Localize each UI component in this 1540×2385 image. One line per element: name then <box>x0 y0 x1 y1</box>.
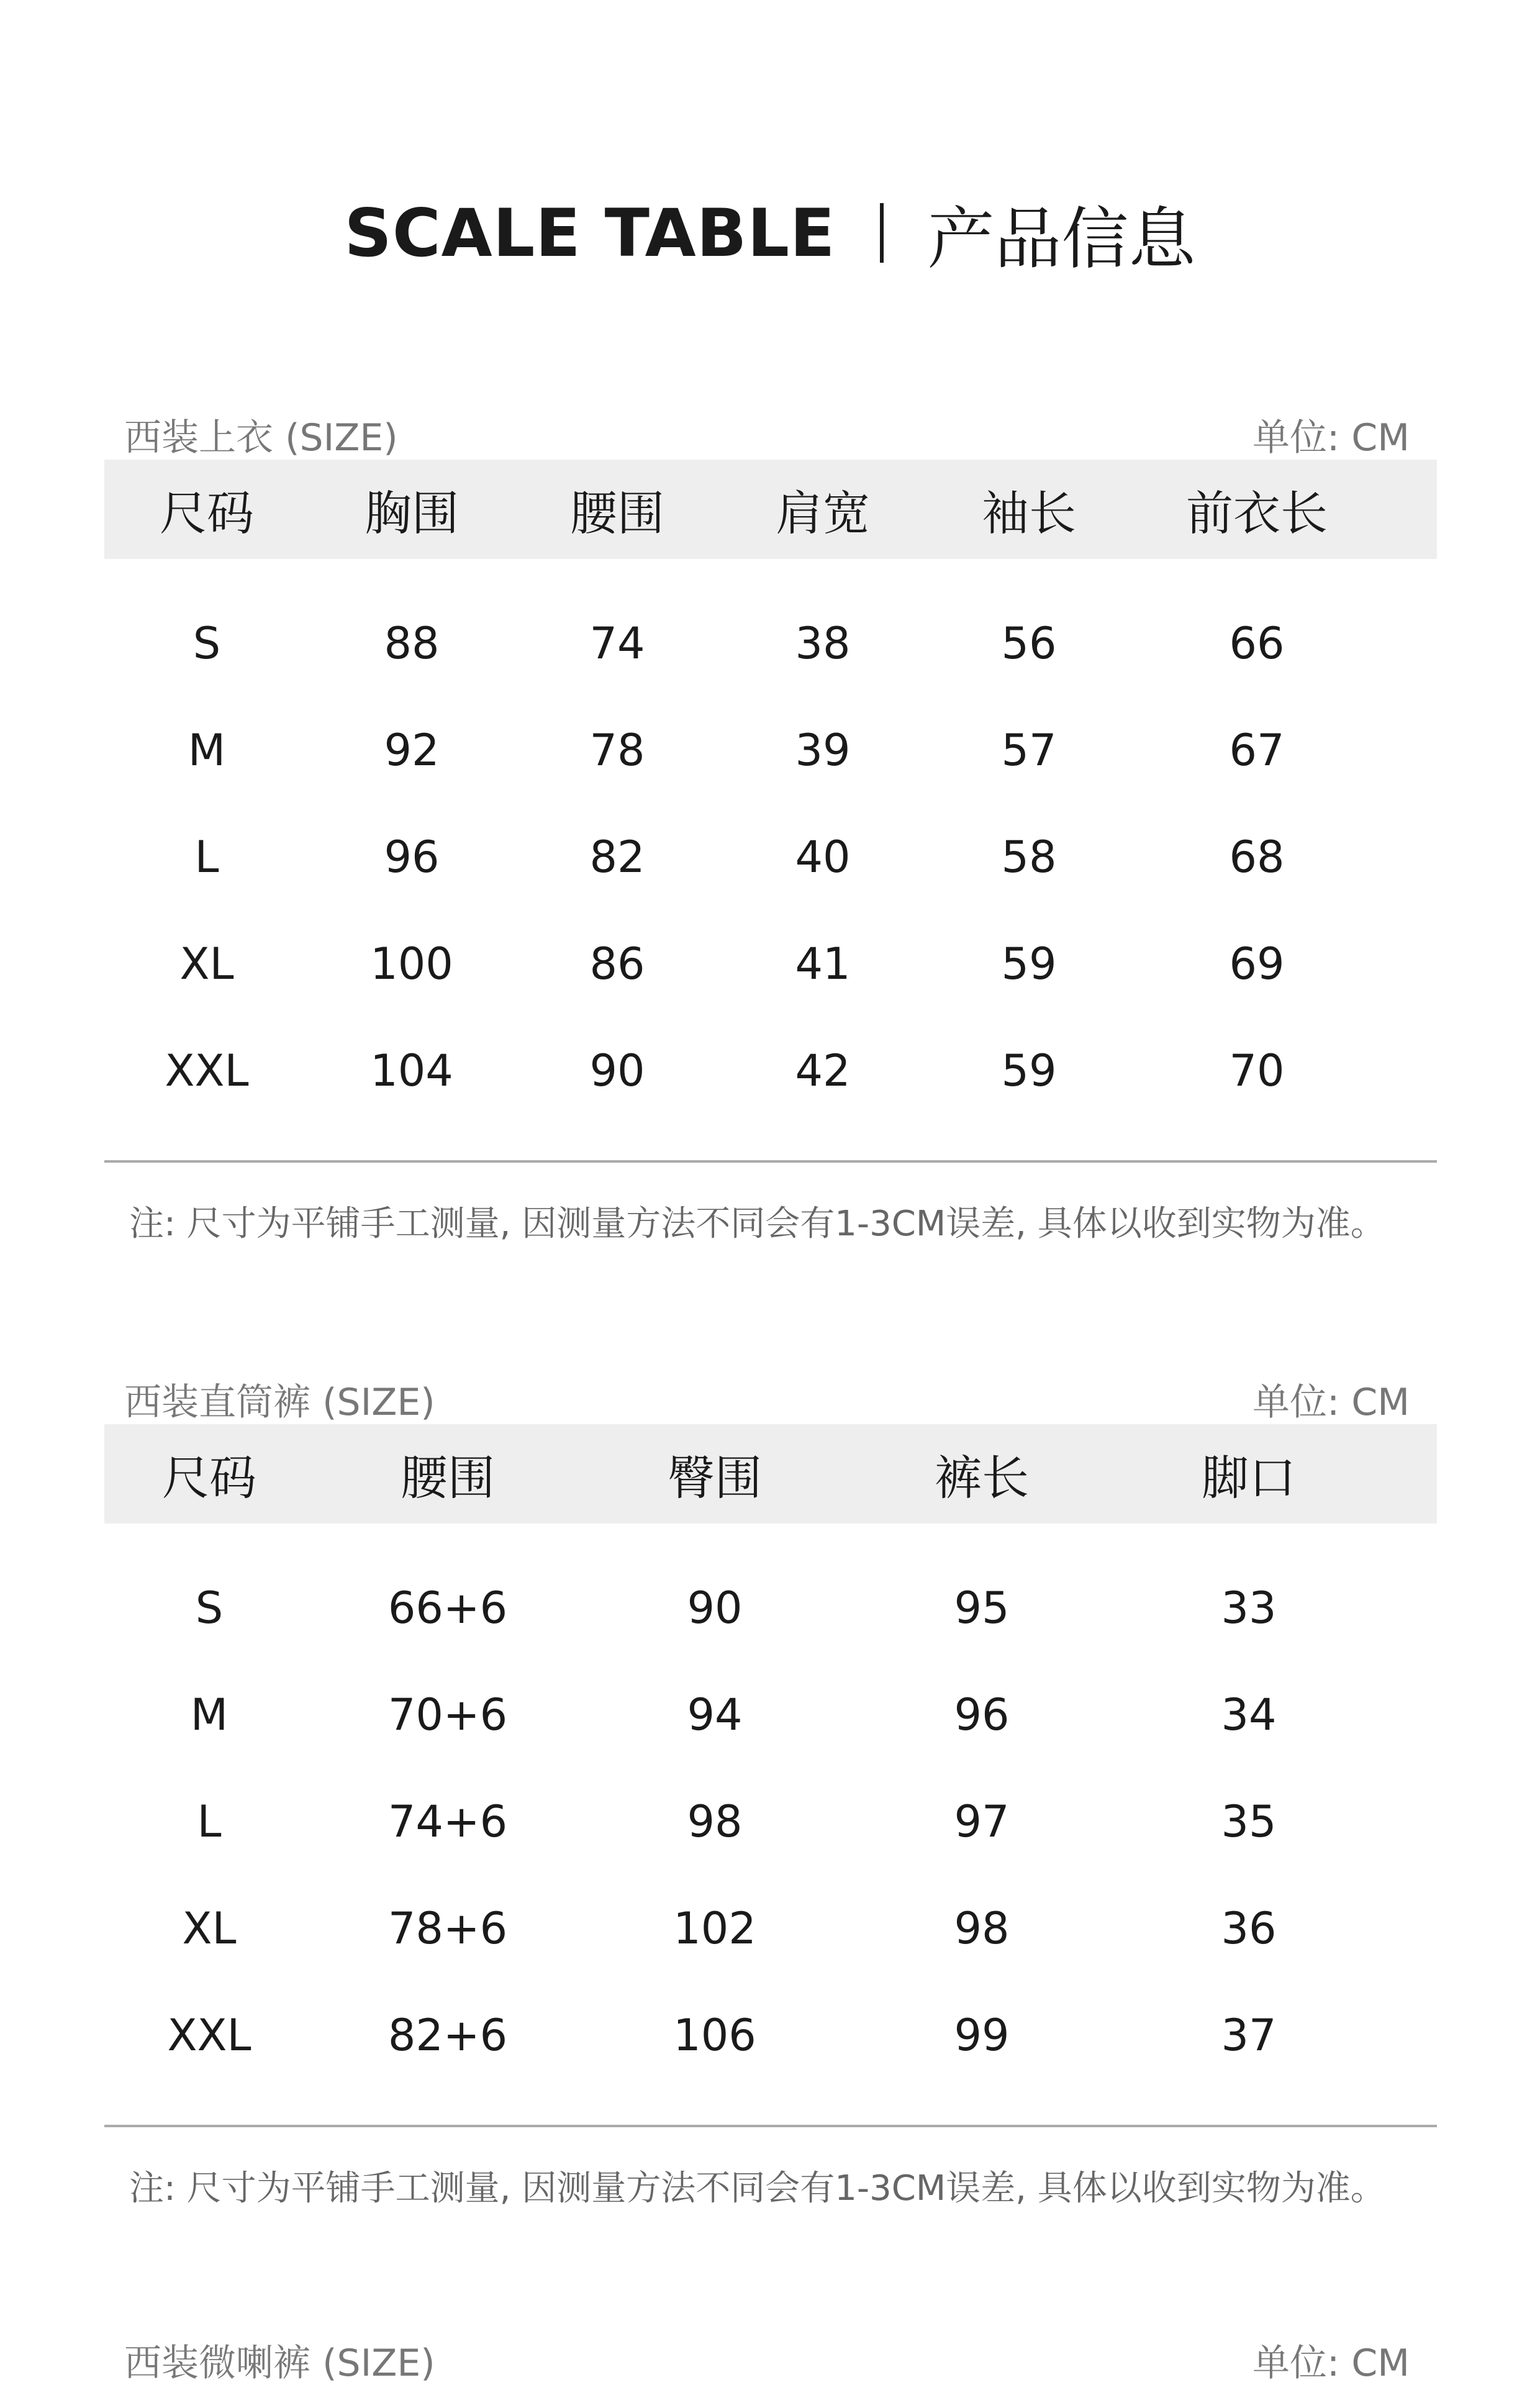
trousers-header-cell: 裤长 <box>935 1450 1029 1506</box>
table-cell: 41 <box>795 938 851 989</box>
size-cell: XXL <box>165 1045 249 1096</box>
table-row <box>104 911 1437 1017</box>
table-cell: 58 <box>1001 832 1057 883</box>
table-cell: 102 <box>673 1903 756 1954</box>
size-cell: L <box>194 832 219 883</box>
table-cell: 74 <box>589 618 645 669</box>
table-row <box>104 697 1437 804</box>
jacket-header-cell: 腰围 <box>570 485 664 541</box>
table-cell: 95 <box>954 1583 1010 1633</box>
jacket-header-cell: 胸围 <box>365 485 459 541</box>
table-cell: 90 <box>687 1583 743 1633</box>
table-cell: 68 <box>1229 832 1285 883</box>
table-cell: 35 <box>1221 1796 1277 1847</box>
trousers-header-row <box>104 1424 1437 1524</box>
header-title-en: SCALE TABLE <box>344 194 836 271</box>
trousers-table-body <box>104 1524 1437 2089</box>
table-cell: 82+6 <box>387 2010 508 2061</box>
trousers-unit: 单位: CM <box>1252 1381 1410 1424</box>
table-cell: 37 <box>1221 2010 1277 2061</box>
table-cell: 104 <box>370 1045 453 1096</box>
table-row <box>104 804 1437 911</box>
table-cell: 59 <box>1001 1045 1057 1096</box>
table-cell: 99 <box>954 2010 1010 2061</box>
header-separator <box>880 203 884 263</box>
table-cell: 82 <box>589 832 645 883</box>
table-cell: 88 <box>384 618 440 669</box>
table-cell: 78+6 <box>387 1903 508 1954</box>
divider <box>104 2125 1437 2127</box>
table-cell: 92 <box>384 725 440 776</box>
table-cell: 106 <box>673 2010 756 2061</box>
table-cell: 56 <box>1001 618 1057 669</box>
jacket-header-row <box>104 460 1437 559</box>
table-cell: 90 <box>589 1045 645 1096</box>
size-cell: XL <box>182 1903 237 1954</box>
trousers-header-cell: 尺码 <box>162 1450 256 1506</box>
table-cell: 38 <box>795 618 851 669</box>
table-cell: 100 <box>370 938 453 989</box>
table-cell: 74+6 <box>387 1796 508 1847</box>
jacket-caption: 西装上衣 (SIZE) <box>124 416 398 460</box>
table-cell: 59 <box>1001 938 1057 989</box>
flare-unit: 单位: CM <box>1252 2342 1410 2385</box>
flare-size-section <box>104 2335 1437 2385</box>
table-cell: 36 <box>1221 1903 1277 1954</box>
table-cell: 39 <box>795 725 851 776</box>
size-cell: S <box>192 618 221 669</box>
table-row <box>104 590 1437 697</box>
jacket-caption-row <box>104 410 1437 460</box>
flare-caption: 西装微喇裤 (SIZE) <box>124 2342 435 2385</box>
table-row <box>104 1555 1437 1661</box>
jacket-unit: 单位: CM <box>1252 416 1410 460</box>
table-cell: 78 <box>589 725 645 776</box>
trousers-header-cell: 腰围 <box>401 1450 495 1506</box>
jacket-size-section <box>104 410 1437 1246</box>
size-cell: XXL <box>167 2010 251 2061</box>
table-cell: 98 <box>954 1903 1010 1954</box>
table-cell: 40 <box>795 832 851 883</box>
trousers-caption-row <box>104 1374 1437 1424</box>
trousers-note: 注: 尺寸为平铺手工测量, 因测量方法不同会有1-3CM误差, 具体以收到实物为准。 <box>129 2168 1385 2209</box>
size-cell: M <box>188 725 226 776</box>
trousers-caption: 西装直筒裤 (SIZE) <box>124 1381 435 1424</box>
table-cell: 66+6 <box>387 1583 508 1633</box>
table-cell: 98 <box>687 1796 743 1847</box>
jacket-table-body <box>104 559 1437 1124</box>
table-cell: 66 <box>1229 618 1285 669</box>
size-cell: M <box>190 1689 229 1740</box>
table-cell: 96 <box>954 1689 1010 1740</box>
trousers-header-cell: 臀围 <box>668 1450 762 1506</box>
trousers-size-section <box>104 1374 1437 2210</box>
jacket-note: 注: 尺寸为平铺手工测量, 因测量方法不同会有1-3CM误差, 具体以收到实物为准。 <box>129 1204 1385 1244</box>
page-header <box>0 186 1540 279</box>
size-cell: XL <box>179 938 234 989</box>
table-cell: 34 <box>1221 1689 1277 1740</box>
table-cell: 97 <box>954 1796 1010 1847</box>
table-cell: 86 <box>589 938 645 989</box>
table-cell: 67 <box>1229 725 1285 776</box>
table-cell: 69 <box>1229 938 1285 989</box>
table-cell: 70+6 <box>387 1689 508 1740</box>
table-cell: 70 <box>1229 1045 1285 1096</box>
table-row <box>104 1982 1437 2089</box>
trousers-header-cell: 脚口 <box>1202 1450 1296 1506</box>
flare-caption-row <box>104 2335 1437 2385</box>
table-row <box>104 1017 1437 1124</box>
jacket-header-cell: 前衣长 <box>1186 485 1328 541</box>
size-cell: S <box>195 1583 224 1633</box>
table-cell: 33 <box>1221 1583 1277 1633</box>
table-row <box>104 1875 1437 1982</box>
table-row <box>104 1661 1437 1768</box>
table-cell: 94 <box>687 1689 743 1740</box>
jacket-header-cell: 尺码 <box>160 485 254 541</box>
table-row <box>104 1768 1437 1875</box>
table-cell: 96 <box>384 832 440 883</box>
header-title-cn: 产品信息 <box>927 200 1196 278</box>
divider <box>104 1160 1437 1163</box>
jacket-header-cell: 袖长 <box>982 485 1076 541</box>
jacket-header-cell: 肩宽 <box>776 485 870 541</box>
table-cell: 42 <box>795 1045 851 1096</box>
size-cell: L <box>197 1796 222 1847</box>
table-cell: 57 <box>1001 725 1057 776</box>
